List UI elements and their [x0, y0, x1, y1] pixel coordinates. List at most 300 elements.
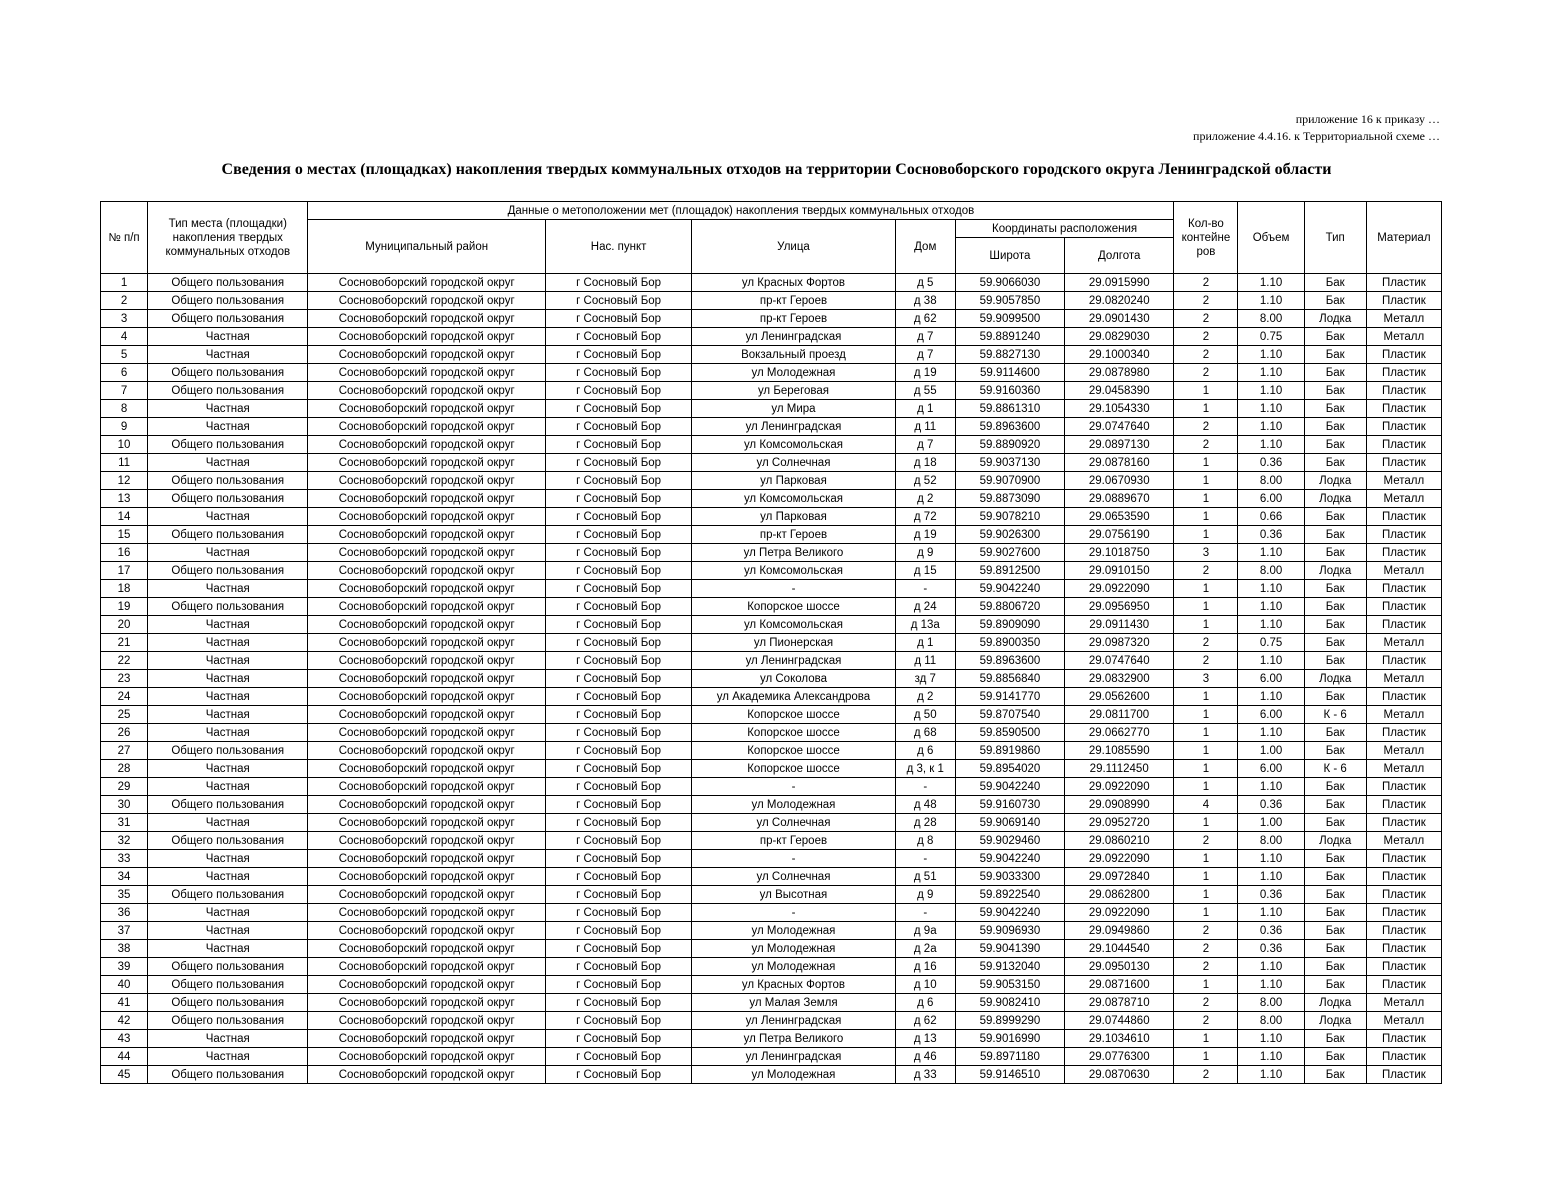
cell-street: -	[692, 904, 895, 922]
cell-site-type: Общего пользования	[148, 994, 308, 1012]
cell-material: Пластик	[1366, 580, 1441, 598]
cell-material: Пластик	[1366, 508, 1441, 526]
cell-material: Пластик	[1366, 382, 1441, 400]
cell-material: Пластик	[1366, 976, 1441, 994]
cell-container-count: 2	[1174, 436, 1238, 454]
cell-container-type: Лодка	[1304, 670, 1366, 688]
cell-street: ул Солнечная	[692, 868, 895, 886]
cell-row-number: 42	[101, 1012, 148, 1030]
cell-container-count: 1	[1174, 688, 1238, 706]
cell-volume: 1.10	[1238, 724, 1304, 742]
cell-district: Сосновоборский городской округ	[308, 562, 546, 580]
table-row	[101, 1048, 1442, 1066]
cell-street: ул Мира	[692, 400, 895, 418]
cell-volume: 8.00	[1238, 832, 1304, 850]
cell-container-type: Лодка	[1304, 1012, 1366, 1030]
cell-latitude: 59.8909090	[955, 616, 1064, 634]
cell-site-type: Общего пользования	[148, 1066, 308, 1084]
cell-site-type: Частная	[148, 760, 308, 778]
cell-container-count: 2	[1174, 634, 1238, 652]
table-row	[101, 904, 1442, 922]
cell-district: Сосновоборский городской округ	[308, 580, 546, 598]
cell-district: Сосновоборский городской округ	[308, 1012, 546, 1030]
table-row	[101, 562, 1442, 580]
cell-container-count: 1	[1174, 1030, 1238, 1048]
cell-settlement: г Сосновый Бор	[545, 490, 691, 508]
cell-row-number: 9	[101, 418, 148, 436]
cell-container-type: Лодка	[1304, 472, 1366, 490]
cell-street: -	[692, 580, 895, 598]
cell-row-number: 12	[101, 472, 148, 490]
cell-material: Металл	[1366, 328, 1441, 346]
cell-latitude: 59.9053150	[955, 976, 1064, 994]
cell-district: Сосновоборский городской округ	[308, 274, 546, 292]
cell-district: Сосновоборский городской округ	[308, 706, 546, 724]
cell-latitude: 59.9033300	[955, 868, 1064, 886]
cell-street: пр-кт Героев	[692, 310, 895, 328]
cell-container-type: Бак	[1304, 508, 1366, 526]
cell-settlement: г Сосновый Бор	[545, 994, 691, 1012]
table-row	[101, 940, 1442, 958]
cell-site-type: Частная	[148, 418, 308, 436]
cell-street: пр-кт Героев	[692, 832, 895, 850]
cell-house: -	[895, 778, 955, 796]
cell-volume: 1.10	[1238, 418, 1304, 436]
table-row	[101, 850, 1442, 868]
table-row	[101, 922, 1442, 940]
table-row	[101, 364, 1442, 382]
cell-site-type: Частная	[148, 688, 308, 706]
cell-longitude: 29.1085590	[1065, 742, 1174, 760]
cell-volume: 1.10	[1238, 976, 1304, 994]
cell-latitude: 59.9042240	[955, 904, 1064, 922]
cell-settlement: г Сосновый Бор	[545, 418, 691, 436]
cell-latitude: 59.8999290	[955, 1012, 1064, 1030]
cell-longitude: 29.0922090	[1065, 778, 1174, 796]
cell-site-type: Частная	[148, 868, 308, 886]
cell-container-count: 1	[1174, 508, 1238, 526]
cell-street: ул Соколова	[692, 670, 895, 688]
cell-container-type: Бак	[1304, 958, 1366, 976]
cell-volume: 6.00	[1238, 670, 1304, 688]
table-body	[101, 274, 1442, 1084]
cell-material: Пластик	[1366, 598, 1441, 616]
cell-district: Сосновоборский городской округ	[308, 814, 546, 832]
cell-house: д 10	[895, 976, 955, 994]
cell-material: Пластик	[1366, 274, 1441, 292]
cell-material: Пластик	[1366, 526, 1441, 544]
cell-street: ул Комсомольская	[692, 562, 895, 580]
cell-district: Сосновоборский городской округ	[308, 1048, 546, 1066]
cell-longitude: 29.0910150	[1065, 562, 1174, 580]
cell-latitude: 59.8963600	[955, 652, 1064, 670]
cell-row-number: 24	[101, 688, 148, 706]
cell-volume: 8.00	[1238, 310, 1304, 328]
table-row	[101, 832, 1442, 850]
cell-site-type: Частная	[148, 1048, 308, 1066]
cell-latitude: 59.9096930	[955, 922, 1064, 940]
cell-latitude: 59.9029460	[955, 832, 1064, 850]
cell-volume: 8.00	[1238, 1012, 1304, 1030]
cell-row-number: 43	[101, 1030, 148, 1048]
cell-site-type: Общего пользования	[148, 832, 308, 850]
cell-settlement: г Сосновый Бор	[545, 544, 691, 562]
table-row	[101, 994, 1442, 1012]
cell-latitude: 59.8827130	[955, 346, 1064, 364]
cell-container-type: К - 6	[1304, 760, 1366, 778]
cell-volume: 0.36	[1238, 886, 1304, 904]
cell-settlement: г Сосновый Бор	[545, 976, 691, 994]
cell-container-type: Бак	[1304, 940, 1366, 958]
cell-site-type: Общего пользования	[148, 958, 308, 976]
cell-volume: 1.10	[1238, 292, 1304, 310]
cell-longitude: 29.0922090	[1065, 904, 1174, 922]
table-row	[101, 580, 1442, 598]
cell-latitude: 59.9070900	[955, 472, 1064, 490]
cell-volume: 1.10	[1238, 616, 1304, 634]
cell-site-type: Частная	[148, 904, 308, 922]
cell-material: Пластик	[1366, 652, 1441, 670]
cell-container-count: 1	[1174, 868, 1238, 886]
cell-house: д 18	[895, 454, 955, 472]
cell-street: ул Ленинградская	[692, 418, 895, 436]
table-row	[101, 760, 1442, 778]
cell-material: Пластик	[1366, 292, 1441, 310]
document-title: Сведения о местах (площадках) накопления твердых коммунальных отходов на территории Сосновоборского городского округа Ленинградской области	[221, 161, 1332, 178]
cell-house: д 7	[895, 328, 955, 346]
cell-latitude: 59.8971180	[955, 1048, 1064, 1066]
cell-container-count: 2	[1174, 652, 1238, 670]
cell-longitude: 29.0829030	[1065, 328, 1174, 346]
cell-row-number: 6	[101, 364, 148, 382]
table-row	[101, 310, 1442, 328]
cell-row-number: 22	[101, 652, 148, 670]
cell-container-count: 2	[1174, 562, 1238, 580]
cell-street: ул Красных Фортов	[692, 274, 895, 292]
cell-house: д 33	[895, 1066, 955, 1084]
cell-row-number: 34	[101, 868, 148, 886]
cell-longitude: 29.0860210	[1065, 832, 1174, 850]
table-row	[101, 346, 1442, 364]
cell-house: зд 7	[895, 670, 955, 688]
cell-house: д 8	[895, 832, 955, 850]
cell-container-type: Бак	[1304, 724, 1366, 742]
cell-district: Сосновоборский городской округ	[308, 940, 546, 958]
cell-site-type: Общего пользования	[148, 490, 308, 508]
col-header-material: Материал	[1366, 202, 1441, 274]
cell-volume: 1.10	[1238, 436, 1304, 454]
cell-material: Пластик	[1366, 418, 1441, 436]
cell-row-number: 3	[101, 310, 148, 328]
cell-longitude: 29.0458390	[1065, 382, 1174, 400]
cell-row-number: 11	[101, 454, 148, 472]
cell-settlement: г Сосновый Бор	[545, 292, 691, 310]
cell-volume: 1.10	[1238, 688, 1304, 706]
cell-house: д 46	[895, 1048, 955, 1066]
cell-longitude: 29.0922090	[1065, 850, 1174, 868]
cell-row-number: 25	[101, 706, 148, 724]
table-row	[101, 544, 1442, 562]
cell-material: Пластик	[1366, 364, 1441, 382]
cell-settlement: г Сосновый Бор	[545, 310, 691, 328]
cell-latitude: 59.9042240	[955, 580, 1064, 598]
cell-site-type: Частная	[148, 706, 308, 724]
waste-sites-table	[100, 201, 1442, 1084]
cell-material: Пластик	[1366, 346, 1441, 364]
cell-house: д 7	[895, 436, 955, 454]
col-header-num: № п/п	[101, 202, 148, 274]
cell-latitude: 59.9114600	[955, 364, 1064, 382]
cell-site-type: Частная	[148, 580, 308, 598]
cell-house: д 62	[895, 310, 955, 328]
cell-house: д 52	[895, 472, 955, 490]
cell-district: Сосновоборский городской округ	[308, 670, 546, 688]
col-header-count: Кол-во контейне ров	[1174, 202, 1238, 274]
cell-container-type: Бак	[1304, 400, 1366, 418]
col-header-house: Дом	[895, 220, 955, 274]
cell-longitude: 29.0889670	[1065, 490, 1174, 508]
cell-container-count: 1	[1174, 1048, 1238, 1066]
cell-site-type: Общего пользования	[148, 382, 308, 400]
cell-house: -	[895, 580, 955, 598]
cell-volume: 1.10	[1238, 868, 1304, 886]
cell-house: д 7	[895, 346, 955, 364]
cell-row-number: 1	[101, 274, 148, 292]
cell-settlement: г Сосновый Бор	[545, 1066, 691, 1084]
cell-site-type: Частная	[148, 778, 308, 796]
cell-latitude: 59.9082410	[955, 994, 1064, 1012]
cell-house: д 13	[895, 1030, 955, 1048]
cell-container-type: Бак	[1304, 1066, 1366, 1084]
cell-latitude: 59.9037130	[955, 454, 1064, 472]
cell-site-type: Общего пользования	[148, 886, 308, 904]
cell-district: Сосновоборский городской округ	[308, 544, 546, 562]
cell-house: д 9	[895, 544, 955, 562]
cell-settlement: г Сосновый Бор	[545, 778, 691, 796]
cell-site-type: Общего пользования	[148, 292, 308, 310]
cell-row-number: 17	[101, 562, 148, 580]
cell-site-type: Частная	[148, 850, 308, 868]
cell-settlement: г Сосновый Бор	[545, 616, 691, 634]
cell-container-type: Бак	[1304, 634, 1366, 652]
cell-latitude: 59.9146510	[955, 1066, 1064, 1084]
table-row	[101, 1066, 1442, 1084]
cell-volume: 0.66	[1238, 508, 1304, 526]
cell-street: ул Петра Великого	[692, 544, 895, 562]
cell-longitude: 29.0878980	[1065, 364, 1174, 382]
cell-site-type: Общего пользования	[148, 436, 308, 454]
cell-latitude: 59.8890920	[955, 436, 1064, 454]
cell-container-type: Бак	[1304, 1048, 1366, 1066]
cell-material: Пластик	[1366, 886, 1441, 904]
cell-material: Металл	[1366, 760, 1441, 778]
cell-row-number: 44	[101, 1048, 148, 1066]
cell-latitude: 59.9141770	[955, 688, 1064, 706]
cell-longitude: 29.0897130	[1065, 436, 1174, 454]
cell-longitude: 29.1044540	[1065, 940, 1174, 958]
cell-container-count: 1	[1174, 472, 1238, 490]
cell-longitude: 29.1018750	[1065, 544, 1174, 562]
cell-house: д 9а	[895, 922, 955, 940]
cell-site-type: Частная	[148, 724, 308, 742]
cell-row-number: 18	[101, 580, 148, 598]
cell-house: д 50	[895, 706, 955, 724]
cell-site-type: Частная	[148, 544, 308, 562]
cell-longitude: 29.0911430	[1065, 616, 1174, 634]
cell-latitude: 59.9042240	[955, 850, 1064, 868]
cell-street: ул Ленинградская	[692, 328, 895, 346]
cell-settlement: г Сосновый Бор	[545, 1030, 691, 1048]
cell-material: Пластик	[1366, 958, 1441, 976]
cell-site-type: Общего пользования	[148, 742, 308, 760]
cell-container-count: 2	[1174, 346, 1238, 364]
cell-container-type: Бак	[1304, 544, 1366, 562]
cell-latitude: 59.8963600	[955, 418, 1064, 436]
cell-longitude: 29.0950130	[1065, 958, 1174, 976]
cell-row-number: 32	[101, 832, 148, 850]
cell-container-type: Бак	[1304, 868, 1366, 886]
cell-longitude: 29.1034610	[1065, 1030, 1174, 1048]
cell-row-number: 26	[101, 724, 148, 742]
cell-district: Сосновоборский городской округ	[308, 958, 546, 976]
cell-container-type: Бак	[1304, 418, 1366, 436]
cell-material: Пластик	[1366, 454, 1441, 472]
cell-settlement: г Сосновый Бор	[545, 814, 691, 832]
table-row	[101, 688, 1442, 706]
cell-street: ул Петра Великого	[692, 1030, 895, 1048]
cell-latitude: 59.8707540	[955, 706, 1064, 724]
cell-settlement: г Сосновый Бор	[545, 634, 691, 652]
cell-street: ул Молодежная	[692, 922, 895, 940]
cell-latitude: 59.8856840	[955, 670, 1064, 688]
table-row	[101, 814, 1442, 832]
cell-volume: 0.36	[1238, 526, 1304, 544]
cell-volume: 8.00	[1238, 994, 1304, 1012]
cell-row-number: 14	[101, 508, 148, 526]
cell-street: ул Комсомольская	[692, 436, 895, 454]
cell-site-type: Общего пользования	[148, 364, 308, 382]
cell-street: ул Малая Земля	[692, 994, 895, 1012]
cell-container-count: 1	[1174, 850, 1238, 868]
cell-street: ул Солнечная	[692, 454, 895, 472]
cell-latitude: 59.9160730	[955, 796, 1064, 814]
cell-container-type: К - 6	[1304, 706, 1366, 724]
cell-material: Металл	[1366, 706, 1441, 724]
cell-district: Сосновоборский городской округ	[308, 976, 546, 994]
cell-material: Пластик	[1366, 1048, 1441, 1066]
cell-material: Металл	[1366, 310, 1441, 328]
table-row	[101, 1012, 1442, 1030]
cell-material: Пластик	[1366, 796, 1441, 814]
cell-row-number: 40	[101, 976, 148, 994]
cell-volume: 1.10	[1238, 652, 1304, 670]
cell-container-count: 2	[1174, 274, 1238, 292]
cell-street: ул Ленинградская	[692, 1012, 895, 1030]
cell-longitude: 29.0744860	[1065, 1012, 1174, 1030]
cell-settlement: г Сосновый Бор	[545, 400, 691, 418]
cell-district: Сосновоборский городской округ	[308, 292, 546, 310]
table-row	[101, 418, 1442, 436]
cell-district: Сосновоборский городской округ	[308, 760, 546, 778]
cell-material: Металл	[1366, 994, 1441, 1012]
table-row	[101, 778, 1442, 796]
cell-container-type: Лодка	[1304, 994, 1366, 1012]
table-row	[101, 742, 1442, 760]
cell-longitude: 29.0878160	[1065, 454, 1174, 472]
header-line-1: приложение 16 к приказу …	[1295, 112, 1440, 126]
cell-house: д 2	[895, 490, 955, 508]
cell-settlement: г Сосновый Бор	[545, 652, 691, 670]
cell-street: Копорское шоссе	[692, 724, 895, 742]
cell-volume: 1.10	[1238, 1030, 1304, 1048]
cell-container-count: 1	[1174, 490, 1238, 508]
cell-material: Пластик	[1366, 850, 1441, 868]
cell-container-count: 2	[1174, 364, 1238, 382]
cell-latitude: 59.9026300	[955, 526, 1064, 544]
cell-site-type: Общего пользования	[148, 274, 308, 292]
cell-container-count: 2	[1174, 994, 1238, 1012]
cell-row-number: 30	[101, 796, 148, 814]
cell-district: Сосновоборский городской округ	[308, 526, 546, 544]
table-row	[101, 472, 1442, 490]
cell-district: Сосновоборский городской округ	[308, 400, 546, 418]
cell-street: Вокзальный проезд	[692, 346, 895, 364]
cell-material: Пластик	[1366, 940, 1441, 958]
cell-container-count: 1	[1174, 382, 1238, 400]
cell-volume: 0.36	[1238, 922, 1304, 940]
cell-volume: 1.10	[1238, 598, 1304, 616]
cell-material: Пластик	[1366, 868, 1441, 886]
cell-material: Металл	[1366, 670, 1441, 688]
cell-container-type: Бак	[1304, 526, 1366, 544]
cell-longitude: 29.0915990	[1065, 274, 1174, 292]
cell-house: д 11	[895, 418, 955, 436]
cell-district: Сосновоборский городской округ	[308, 328, 546, 346]
cell-longitude: 29.0987320	[1065, 634, 1174, 652]
cell-district: Сосновоборский городской округ	[308, 346, 546, 364]
cell-longitude: 29.0908990	[1065, 796, 1174, 814]
cell-row-number: 21	[101, 634, 148, 652]
cell-site-type: Общего пользования	[148, 1012, 308, 1030]
cell-street: ул Молодежная	[692, 958, 895, 976]
cell-district: Сосновоборский городской округ	[308, 904, 546, 922]
cell-latitude: 59.8873090	[955, 490, 1064, 508]
cell-settlement: г Сосновый Бор	[545, 274, 691, 292]
cell-material: Пластик	[1366, 1066, 1441, 1084]
cell-street: ул Ленинградская	[692, 652, 895, 670]
cell-latitude: 59.9066030	[955, 274, 1064, 292]
cell-container-type: Бак	[1304, 652, 1366, 670]
cell-longitude: 29.0901430	[1065, 310, 1174, 328]
cell-latitude: 59.9041390	[955, 940, 1064, 958]
cell-settlement: г Сосновый Бор	[545, 742, 691, 760]
cell-longitude: 29.0653590	[1065, 508, 1174, 526]
cell-house: д 11	[895, 652, 955, 670]
cell-house: д 72	[895, 508, 955, 526]
cell-container-count: 4	[1174, 796, 1238, 814]
cell-container-type: Бак	[1304, 796, 1366, 814]
cell-street: ул Молодежная	[692, 1066, 895, 1084]
cell-container-type: Бак	[1304, 454, 1366, 472]
table-row	[101, 1030, 1442, 1048]
table-row	[101, 526, 1442, 544]
cell-container-count: 2	[1174, 922, 1238, 940]
cell-longitude: 29.0662770	[1065, 724, 1174, 742]
cell-house: д 1	[895, 400, 955, 418]
cell-container-type: Бак	[1304, 292, 1366, 310]
cell-street: ул Ленинградская	[692, 1048, 895, 1066]
cell-site-type: Частная	[148, 1030, 308, 1048]
